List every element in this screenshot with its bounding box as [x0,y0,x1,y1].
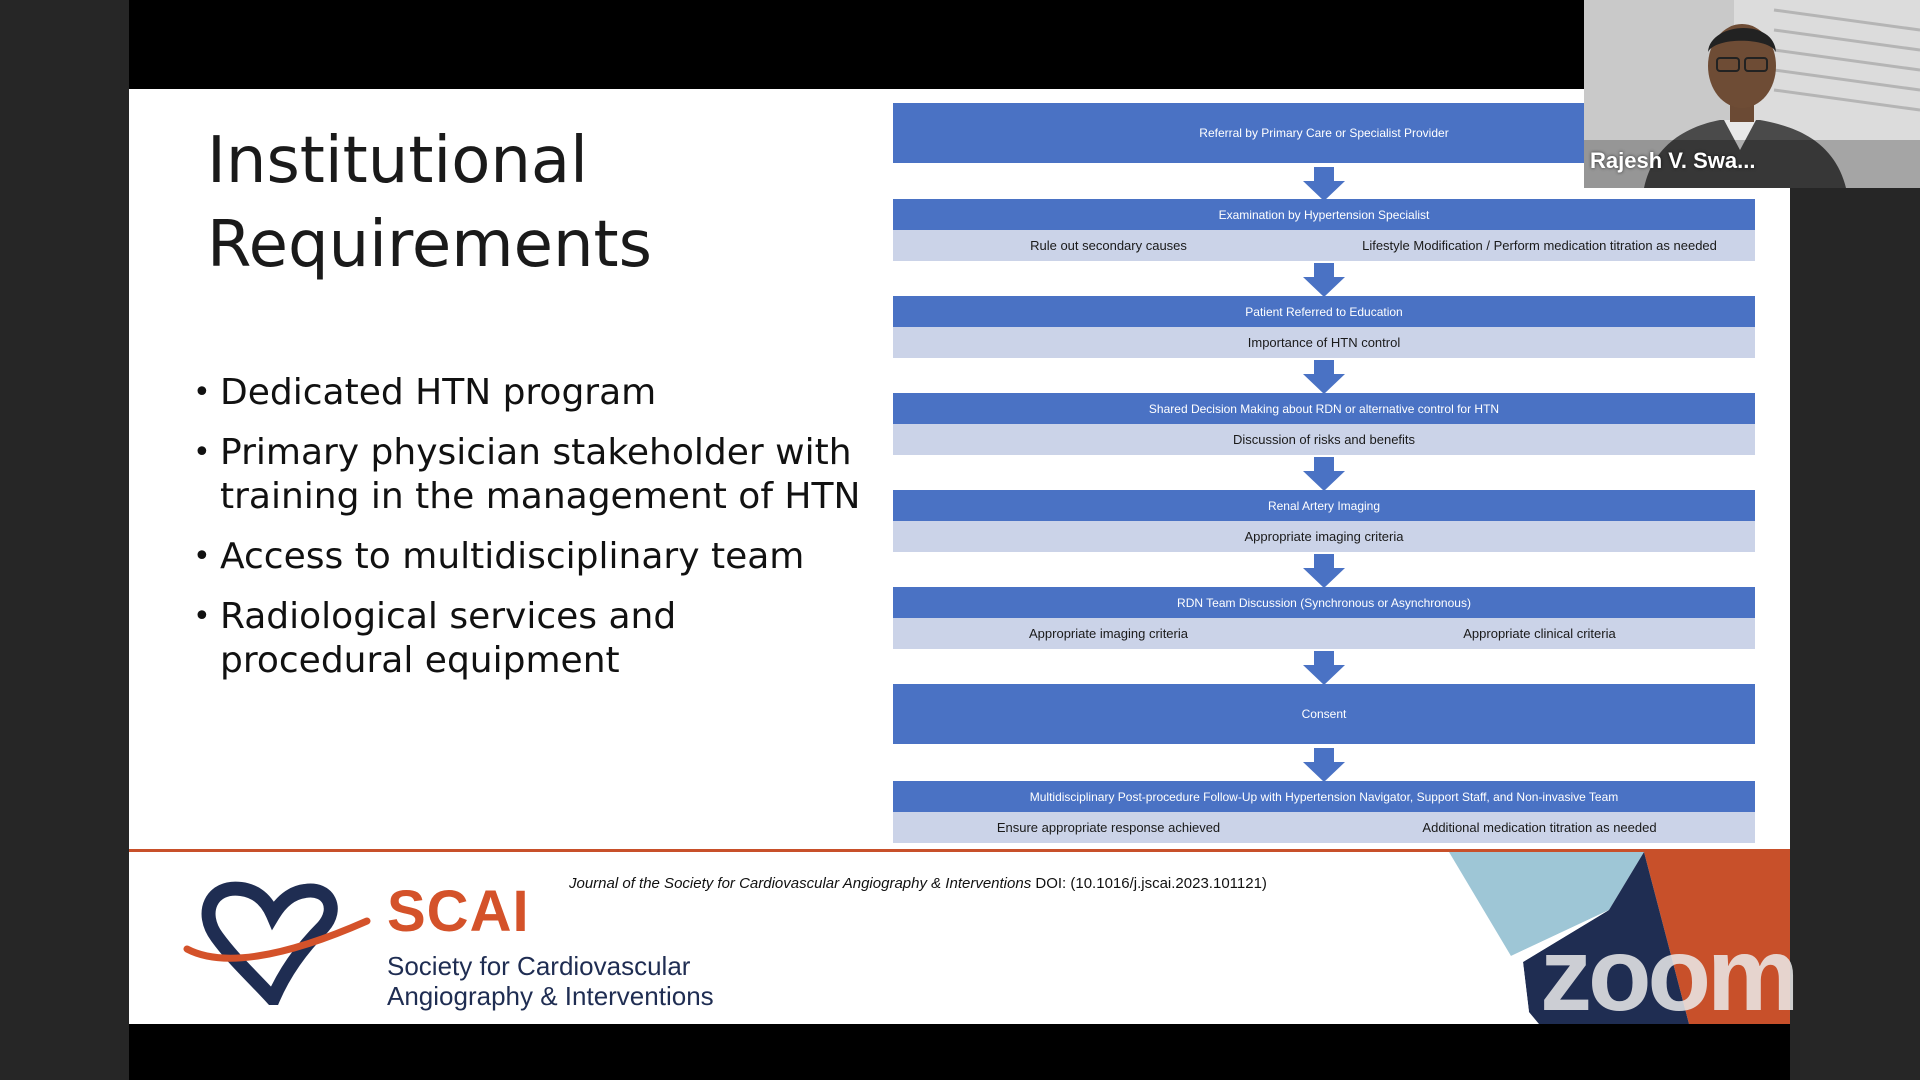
flow-detail-center: Appropriate imaging criteria [1244,529,1404,544]
flow-detail-left: Appropriate imaging criteria [1029,626,1188,641]
flow-step-examination-details [893,230,1755,261]
bullet-icon: • [193,539,211,574]
down-arrow-icon [1303,554,1345,588]
scai-logo-abbr: SCAI [387,879,530,944]
citation-doi: DOI: (10.1016/j.jscai.2023.101121) [1035,875,1267,892]
shared-screen-slide [129,89,1790,1024]
slide-title [207,119,827,287]
scai-logo-name [387,951,714,1011]
flow-step-referral: Referral by Primary Care or Specialist Provider [893,103,1755,163]
flow-detail-center: Importance of HTN control [1247,335,1401,350]
bullet-item: • Radiological services and procedural equipment [193,596,677,681]
flow-detail-right: Additional medication titration as needed [1422,820,1657,835]
slide-title-line-1: Institutional [207,124,588,198]
letterbox-top [129,0,1790,89]
citation-journal: Journal of the Society for Cardiovascular Angiography & Interventions [569,875,1032,892]
flow-detail-left: Rule out secondary causes [1030,238,1187,253]
flow-step-rdn-team: RDN Team Discussion (Synchronous or Asynchronous) [893,587,1755,618]
bullet-item: • Primary physician stakeholder with training in the management of HTN [193,432,861,517]
logo-name-line-1: Society for Cardiovascular [387,951,691,981]
bullet-item: • Access to multidisciplinary team [193,536,805,577]
slide-title-line-2: Requirements [207,208,652,282]
flow-step-education-details [893,327,1755,358]
flow-detail-left: Ensure appropriate response achieved [996,820,1221,835]
bullet-list [191,371,871,699]
bullet-icon: • [193,599,211,634]
flow-step-renal-imaging-details [893,521,1755,552]
down-arrow-icon [1303,263,1345,297]
down-arrow-icon [1303,360,1345,394]
scai-heart-logo-icon [181,875,371,1005]
down-arrow-icon [1303,457,1345,491]
flow-step-shared-decision: Shared Decision Making about RDN or alternative control for HTN [893,393,1755,424]
down-arrow-icon [1303,748,1345,782]
flow-detail-center: Discussion of risks and benefits [1232,432,1416,447]
flow-step-examination: Examination by Hypertension Specialist [893,199,1755,230]
bullet-icon: • [193,435,211,470]
flow-step-shared-decision-details [893,424,1755,455]
flow-step-renal-imaging: Renal Artery Imaging [893,490,1755,521]
bullet-item: • Dedicated HTN program [193,372,657,413]
flow-step-rdn-team-details [893,618,1755,649]
journal-citation [569,875,1267,892]
flow-detail-right: Appropriate clinical criteria [1463,626,1616,641]
flow-step-education: Patient Referred to Education [893,296,1755,327]
flow-step-follow-up-details [893,812,1755,843]
htn-referral-flowchart [893,103,1755,843]
zoom-watermark: zoom [1540,917,1796,1033]
logo-name-line-2: Angiography & Interventions [387,981,714,1011]
participant-name-label: Rajesh V. Swa... [1590,148,1756,173]
down-arrow-icon [1303,651,1345,685]
flow-step-consent: Consent [893,684,1755,744]
down-arrow-icon [1303,167,1345,201]
flow-detail-right: Lifestyle Modification / Perform medication titration as needed [1362,238,1717,253]
participant-video-tile[interactable] [1584,0,1920,188]
bullet-icon: • [193,375,211,410]
flow-step-follow-up: Multidisciplinary Post-procedure Follow-Up with Hypertension Navigator, Support Staff, and Non-invasive Team [893,781,1755,812]
